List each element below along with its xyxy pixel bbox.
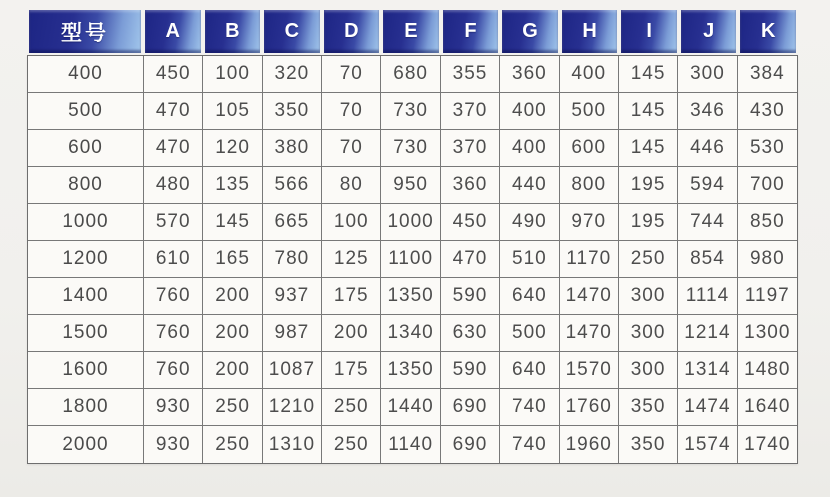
table-row xyxy=(28,93,797,130)
value-cell-e: 1350 xyxy=(381,278,440,314)
value-cell-d: 200 xyxy=(322,315,381,351)
value-cell-d: 175 xyxy=(322,278,381,314)
value-cell-a: 930 xyxy=(144,426,203,463)
value-cell-a: 570 xyxy=(144,204,203,240)
header-cell-g: G xyxy=(502,10,558,53)
model-cell: 1000 xyxy=(28,204,144,240)
value-cell-e: 1000 xyxy=(381,204,440,240)
header-cell-model: 型号 xyxy=(29,10,141,53)
table-row xyxy=(28,426,797,463)
value-cell-b: 165 xyxy=(203,241,262,277)
value-cell-c: 1087 xyxy=(263,352,322,388)
model-cell: 1400 xyxy=(28,278,144,314)
value-cell-h: 970 xyxy=(560,204,619,240)
model-cell: 500 xyxy=(28,93,144,129)
value-cell-b: 200 xyxy=(203,278,262,314)
value-cell-c: 1210 xyxy=(263,389,322,425)
value-cell-e: 1340 xyxy=(381,315,440,351)
value-cell-e: 1350 xyxy=(381,352,440,388)
value-cell-b: 135 xyxy=(203,167,262,203)
value-cell-k: 850 xyxy=(749,211,785,232)
value-cell-j: 1574 xyxy=(678,426,737,463)
value-cell-k: 980 xyxy=(749,248,785,269)
value-cell-d: 70 xyxy=(322,93,381,129)
table-row xyxy=(28,278,797,315)
value-cell-a: 610 xyxy=(144,241,203,277)
value-cell-b: 200 xyxy=(203,315,262,351)
value-cell-b: 105 xyxy=(203,93,262,129)
value-cell-h: 1470 xyxy=(560,315,619,351)
value-cell-g: 360 xyxy=(500,56,559,92)
header-cell-c: C xyxy=(264,10,320,53)
table-row xyxy=(28,167,797,204)
value-cell-a: 760 xyxy=(144,352,203,388)
table-header-row xyxy=(27,10,798,53)
value-cell-c: 937 xyxy=(263,278,322,314)
value-cell-d: 80 xyxy=(322,167,381,203)
value-cell-a: 470 xyxy=(144,93,203,129)
value-cell-i: 145 xyxy=(619,130,678,166)
value-cell-e: 1440 xyxy=(381,389,440,425)
value-cell-f: 630 xyxy=(441,315,500,351)
value-cell-k: 1197 xyxy=(744,285,790,306)
value-cell-k: 1480 xyxy=(744,359,791,380)
value-cell-j: 744 xyxy=(678,204,737,240)
table-row xyxy=(28,315,797,352)
value-cell-d: 70 xyxy=(322,130,381,166)
value-cell-h: 1170 xyxy=(560,241,619,277)
value-cell-c: 320 xyxy=(263,56,322,92)
table-row xyxy=(28,389,797,426)
value-cell-g: 500 xyxy=(500,315,559,351)
value-cell-j: 854 xyxy=(678,241,737,277)
value-cell-j: 1114 xyxy=(678,278,737,314)
value-cell-g: 740 xyxy=(500,389,559,425)
value-cell-f: 355 xyxy=(441,56,500,92)
value-cell-c: 350 xyxy=(263,93,322,129)
value-cell-i: 300 xyxy=(619,278,678,314)
value-cell-d: 250 xyxy=(322,426,381,463)
value-cell-g: 640 xyxy=(500,278,559,314)
value-cell-e: 730 xyxy=(381,130,440,166)
table-row xyxy=(28,241,797,278)
header-cell-f: F xyxy=(443,10,499,53)
header-cell-e: E xyxy=(383,10,439,53)
value-cell-b: 250 xyxy=(203,426,262,463)
header-cell-k: K xyxy=(740,10,796,53)
value-cell-g: 400 xyxy=(500,93,559,129)
value-cell-d: 100 xyxy=(322,204,381,240)
value-cell-j: 446 xyxy=(678,130,737,166)
value-cell-f: 450 xyxy=(441,204,500,240)
value-cell-k: 1640 xyxy=(744,396,791,417)
value-cell-k: 384 xyxy=(749,63,785,84)
value-cell-a: 450 xyxy=(144,56,203,92)
value-cell-f: 690 xyxy=(441,389,500,425)
model-cell: 1200 xyxy=(28,241,144,277)
value-cell-i: 300 xyxy=(619,352,678,388)
table-row xyxy=(28,204,797,241)
value-cell-f: 590 xyxy=(441,278,500,314)
value-cell-c: 987 xyxy=(263,315,322,351)
value-cell-e: 1140 xyxy=(381,426,440,463)
model-cell: 400 xyxy=(28,56,144,92)
value-cell-c: 665 xyxy=(263,204,322,240)
header-cell-j: J xyxy=(681,10,737,53)
value-cell-i: 195 xyxy=(619,167,678,203)
header-cell-h: H xyxy=(562,10,618,53)
value-cell-h: 800 xyxy=(560,167,619,203)
value-cell-c: 1310 xyxy=(263,426,322,463)
value-cell-h: 1470 xyxy=(560,278,619,314)
value-cell-i: 350 xyxy=(619,426,678,463)
value-cell-e: 1100 xyxy=(381,241,440,277)
table-row xyxy=(28,130,797,167)
value-cell-e: 950 xyxy=(381,167,440,203)
value-cell-i: 350 xyxy=(619,389,678,425)
value-cell-f: 590 xyxy=(441,352,500,388)
value-cell-f: 360 xyxy=(441,167,500,203)
value-cell-h: 500 xyxy=(560,93,619,129)
header-cell-b: B xyxy=(205,10,261,53)
value-cell-c: 380 xyxy=(263,130,322,166)
model-cell: 1500 xyxy=(28,315,144,351)
value-cell-d: 125 xyxy=(322,241,381,277)
value-cell-c: 780 xyxy=(263,241,322,277)
value-cell-i: 145 xyxy=(619,93,678,129)
value-cell-b: 250 xyxy=(203,389,262,425)
value-cell-g: 490 xyxy=(500,204,559,240)
value-cell-c: 566 xyxy=(263,167,322,203)
model-cell: 800 xyxy=(28,167,144,203)
value-cell-j: 300 xyxy=(678,56,737,92)
value-cell-a: 480 xyxy=(144,167,203,203)
table-row xyxy=(28,56,797,93)
value-cell-a: 760 xyxy=(144,315,203,351)
header-cell-d: D xyxy=(324,10,380,53)
value-cell-i: 195 xyxy=(619,204,678,240)
value-cell-a: 930 xyxy=(144,389,203,425)
value-cell-i: 300 xyxy=(619,315,678,351)
value-cell-k: 700 xyxy=(749,174,785,195)
value-cell-g: 440 xyxy=(500,167,559,203)
model-cell: 1600 xyxy=(28,352,144,388)
value-cell-a: 760 xyxy=(144,278,203,314)
table-row xyxy=(28,352,797,389)
value-cell-d: 70 xyxy=(322,56,381,92)
value-cell-h: 600 xyxy=(560,130,619,166)
value-cell-b: 200 xyxy=(203,352,262,388)
value-cell-b: 120 xyxy=(203,130,262,166)
header-cell-i: I xyxy=(621,10,677,53)
value-cell-a: 470 xyxy=(144,130,203,166)
value-cell-b: 100 xyxy=(203,56,262,92)
value-cell-k: 1740 xyxy=(744,433,791,455)
value-cell-h: 1960 xyxy=(560,426,619,463)
value-cell-g: 640 xyxy=(500,352,559,388)
value-cell-g: 740 xyxy=(500,426,559,463)
value-cell-d: 175 xyxy=(322,352,381,388)
model-cell: 600 xyxy=(28,130,144,166)
model-cell: 2000 xyxy=(28,426,144,463)
value-cell-f: 470 xyxy=(441,241,500,277)
model-dimension-table xyxy=(27,10,798,464)
value-cell-g: 400 xyxy=(500,130,559,166)
value-cell-e: 730 xyxy=(381,93,440,129)
value-cell-j: 594 xyxy=(678,167,737,203)
value-cell-h: 1760 xyxy=(560,389,619,425)
table-body xyxy=(27,55,798,464)
value-cell-i: 145 xyxy=(619,56,678,92)
model-cell: 1800 xyxy=(28,389,144,425)
value-cell-b: 145 xyxy=(203,204,262,240)
value-cell-k: 430 xyxy=(749,100,785,121)
value-cell-d: 250 xyxy=(322,389,381,425)
value-cell-f: 370 xyxy=(441,93,500,129)
value-cell-j: 346 xyxy=(678,93,737,129)
value-cell-g: 510 xyxy=(500,241,559,277)
header-cell-a: A xyxy=(145,10,201,53)
value-cell-e: 680 xyxy=(381,56,440,92)
value-cell-j: 1474 xyxy=(678,389,737,425)
value-cell-h: 400 xyxy=(560,56,619,92)
value-cell-h: 1570 xyxy=(560,352,619,388)
value-cell-f: 690 xyxy=(441,426,500,463)
value-cell-f: 370 xyxy=(441,130,500,166)
value-cell-i: 250 xyxy=(619,241,678,277)
value-cell-j: 1314 xyxy=(678,352,737,388)
value-cell-k: 530 xyxy=(749,137,785,158)
value-cell-j: 1214 xyxy=(678,315,737,351)
value-cell-k: 1300 xyxy=(744,322,791,343)
